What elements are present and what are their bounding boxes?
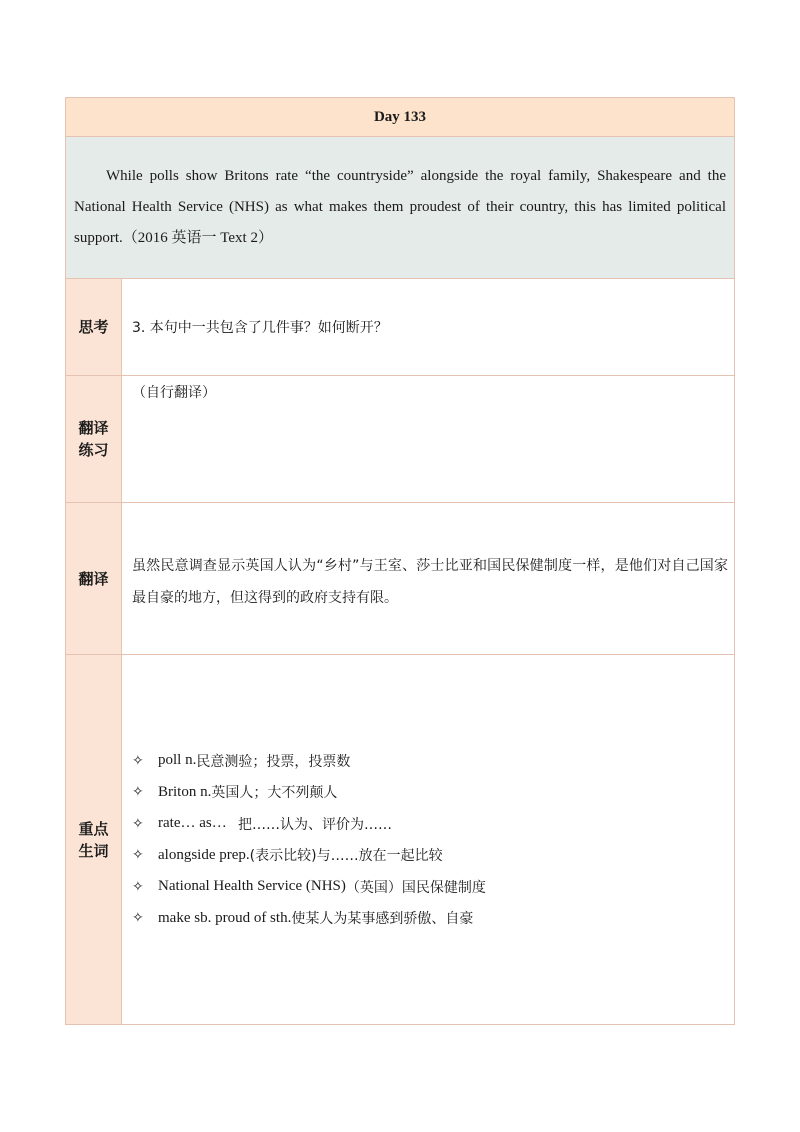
vocab-meaning: （英国）国民保健制度 <box>345 879 486 896</box>
list-item <box>132 840 734 872</box>
study-card <box>65 97 735 1025</box>
translation-text: 虽然民意调查显示英国人认为“乡村”与王室、莎士比亚和国民保健制度一样，是他们对自己国家最自豪的地方，但这得到的政府支持有限。 <box>132 558 728 606</box>
think-label: 思考 <box>66 279 122 375</box>
vocab-term: poll n. <box>158 752 197 769</box>
vocab-term: alongside prep. <box>158 846 250 863</box>
practice-label-line2: 练习 <box>78 441 109 459</box>
practice-row <box>66 375 734 502</box>
practice-label <box>66 376 122 502</box>
sentence-row <box>66 136 734 278</box>
english-sentence: While polls show Britons rate “the countryside” alongside the royal family, Shakespeare and the National Health Service (NHS) as what makes them proudest of their country, this has limited political support.（2016 英语一 Text 2） <box>74 168 726 246</box>
day-title: Day 133 <box>373 108 427 125</box>
practice-area[interactable] <box>122 376 734 502</box>
think-row <box>66 278 734 375</box>
practice-label-line1: 翻译 <box>78 419 109 437</box>
day-title-row <box>66 97 734 136</box>
list-item <box>132 808 734 840</box>
think-question <box>122 279 734 375</box>
diamond-bullet-icon: ✧ <box>132 847 144 864</box>
translation-row <box>66 502 734 654</box>
vocab-row <box>66 654 734 1024</box>
practice-placeholder: （自行翻译） <box>132 385 216 401</box>
vocab-label-line2: 生词 <box>78 841 109 860</box>
vocab-meaning: 民意测验；投票，投票数 <box>196 753 351 770</box>
translation-label: 翻译 <box>66 503 122 654</box>
vocab-meaning: 使某人为某事感到骄傲、自豪 <box>291 911 474 928</box>
diamond-bullet-icon: ✧ <box>132 815 144 832</box>
think-question-text: 3. 本句中一共包含了几件事？如何断开？ <box>132 320 388 336</box>
vocab-term: National Health Service (NHS) <box>158 878 346 895</box>
diamond-bullet-icon: ✧ <box>132 910 144 927</box>
vocab-content <box>122 655 734 1024</box>
list-item <box>132 903 734 935</box>
vocab-label <box>66 655 122 1024</box>
list-item <box>132 745 734 777</box>
list-item <box>132 777 734 809</box>
diamond-bullet-icon: ✧ <box>132 878 144 895</box>
vocab-meaning: 英国人；大不列颠人 <box>211 785 338 802</box>
vocab-meaning: (表示比较)与……放在一起比较 <box>249 848 443 865</box>
diamond-bullet-icon: ✧ <box>132 752 144 769</box>
vocab-label-line1: 重点 <box>78 819 109 838</box>
vocab-term: make sb. proud of sth. <box>158 909 292 926</box>
vocab-meaning: 把……认为、评价为…… <box>237 816 392 833</box>
vocab-term: rate… as… <box>158 815 238 832</box>
diamond-bullet-icon: ✧ <box>132 784 144 801</box>
vocab-list <box>132 745 734 934</box>
vocab-term: Briton n. <box>158 783 212 800</box>
list-item <box>132 871 734 903</box>
